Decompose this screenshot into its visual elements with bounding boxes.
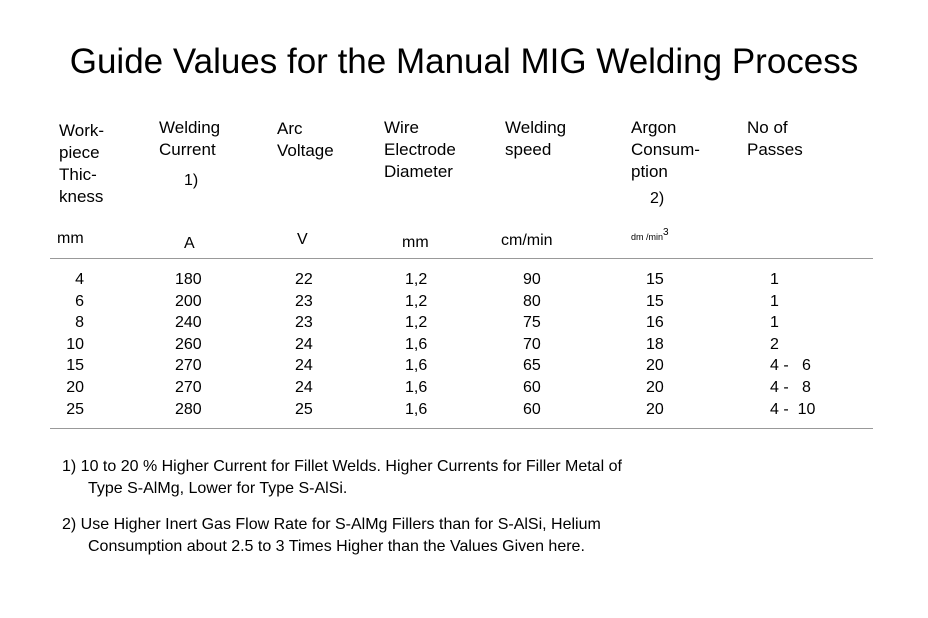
cell-argon: 15 bbox=[646, 292, 664, 310]
cell-passes: 1 bbox=[770, 271, 779, 288]
header-diameter: Wire Electrode Diameter bbox=[384, 118, 456, 181]
unit-diameter: mm bbox=[402, 234, 429, 251]
cell-speed: 60 bbox=[523, 400, 541, 418]
cell-current: 270 bbox=[175, 357, 202, 375]
footnote-1 bbox=[62, 456, 622, 500]
cell-voltage: 24 bbox=[295, 335, 313, 353]
footnote-1-line2: Type S-AlMg, Lower for Type S-AlSi. bbox=[88, 480, 348, 497]
cell-current: 200 bbox=[175, 292, 202, 310]
unit-voltage: V bbox=[297, 231, 308, 248]
cell-current: 260 bbox=[175, 335, 202, 353]
cell-diameter: 1,2 bbox=[405, 292, 428, 310]
page-title: Guide Values for the Manual MIG Welding Process bbox=[69, 42, 859, 81]
cell-speed: 75 bbox=[523, 314, 541, 332]
header-current-note: 1) bbox=[184, 172, 199, 189]
cell-voltage: 25 bbox=[295, 400, 313, 418]
cell-passes: 2 bbox=[770, 335, 779, 353]
header-argon: Argon Consum- ption bbox=[631, 118, 700, 181]
cell-speed: 80 bbox=[523, 292, 541, 310]
cell-voltage: 24 bbox=[295, 357, 313, 375]
column-voltage bbox=[295, 269, 313, 420]
cell-passes: 4 - 6 bbox=[770, 357, 811, 375]
cell-voltage: 22 bbox=[295, 271, 313, 288]
cell-thickness: 6 bbox=[75, 292, 84, 310]
cell-passes: 4 - 10 bbox=[770, 400, 816, 418]
footnote-2 bbox=[62, 514, 601, 558]
cell-passes: 4 - 8 bbox=[770, 378, 811, 396]
cell-voltage: 23 bbox=[295, 314, 313, 332]
column-passes bbox=[770, 269, 815, 420]
cell-argon: 16 bbox=[646, 314, 664, 332]
cell-current: 270 bbox=[175, 378, 202, 396]
column-argon bbox=[646, 269, 664, 420]
footnote-2-line1: 2) Use Higher Inert Gas Flow Rate for S-AlMg Fillers than for S-AlSi, Helium bbox=[62, 516, 601, 533]
cell-current: 240 bbox=[175, 314, 202, 332]
cell-thickness: 4 bbox=[75, 271, 84, 288]
unit-thickness: mm bbox=[57, 230, 84, 247]
cell-thickness: 15 bbox=[66, 357, 84, 375]
cell-passes: 1 bbox=[770, 292, 779, 310]
cell-thickness: 8 bbox=[75, 314, 84, 332]
cell-speed: 70 bbox=[523, 335, 541, 353]
footnote-1-line1: 1) 10 to 20 % Higher Current for Fillet Welds. Higher Currents for Filler Metal of bbox=[62, 458, 622, 475]
header-current: Welding Current bbox=[159, 118, 221, 159]
column-current bbox=[175, 269, 202, 420]
cell-speed: 65 bbox=[523, 357, 541, 375]
footnote-2-line2: Consumption about 2.5 to 3 Times Higher than the Values Given here. bbox=[88, 538, 585, 555]
cell-passes: 1 bbox=[770, 314, 779, 332]
header-speed: Welding speed bbox=[505, 118, 567, 159]
cell-thickness: 25 bbox=[66, 400, 84, 418]
header-voltage: Arc Voltage bbox=[277, 119, 334, 160]
table-top-rule bbox=[50, 258, 873, 259]
column-thickness bbox=[60, 269, 84, 420]
cell-argon: 15 bbox=[646, 271, 664, 288]
cell-diameter: 1,2 bbox=[405, 314, 428, 332]
table-bottom-rule bbox=[50, 428, 873, 429]
cell-diameter: 1,6 bbox=[405, 378, 428, 396]
unit-current: A bbox=[184, 235, 195, 252]
unit-argon-sup: 3 bbox=[663, 227, 669, 238]
header-passes: No of Passes bbox=[747, 118, 803, 159]
cell-diameter: 1,6 bbox=[405, 400, 428, 418]
unit-argon bbox=[631, 227, 669, 240]
cell-argon: 18 bbox=[646, 335, 664, 353]
cell-argon: 20 bbox=[646, 400, 664, 418]
column-diameter bbox=[405, 269, 427, 420]
cell-speed: 90 bbox=[523, 271, 541, 288]
cell-argon: 20 bbox=[646, 378, 664, 396]
header-thickness: Work- piece Thic- kness bbox=[59, 121, 105, 206]
cell-argon: 20 bbox=[646, 357, 664, 375]
cell-speed: 60 bbox=[523, 378, 541, 396]
header-argon-note: 2) bbox=[650, 190, 665, 207]
column-speed bbox=[523, 269, 541, 420]
cell-thickness: 20 bbox=[66, 378, 84, 396]
cell-current: 180 bbox=[175, 271, 202, 288]
cell-diameter: 1,6 bbox=[405, 357, 428, 375]
cell-diameter: 1,6 bbox=[405, 335, 428, 353]
unit-speed: cm/min bbox=[501, 232, 553, 249]
cell-current: 280 bbox=[175, 400, 202, 418]
cell-voltage: 23 bbox=[295, 292, 313, 310]
unit-argon-main: dm /min bbox=[631, 232, 664, 242]
cell-thickness: 10 bbox=[66, 335, 84, 353]
cell-voltage: 24 bbox=[295, 378, 313, 396]
cell-diameter: 1,2 bbox=[405, 271, 428, 288]
